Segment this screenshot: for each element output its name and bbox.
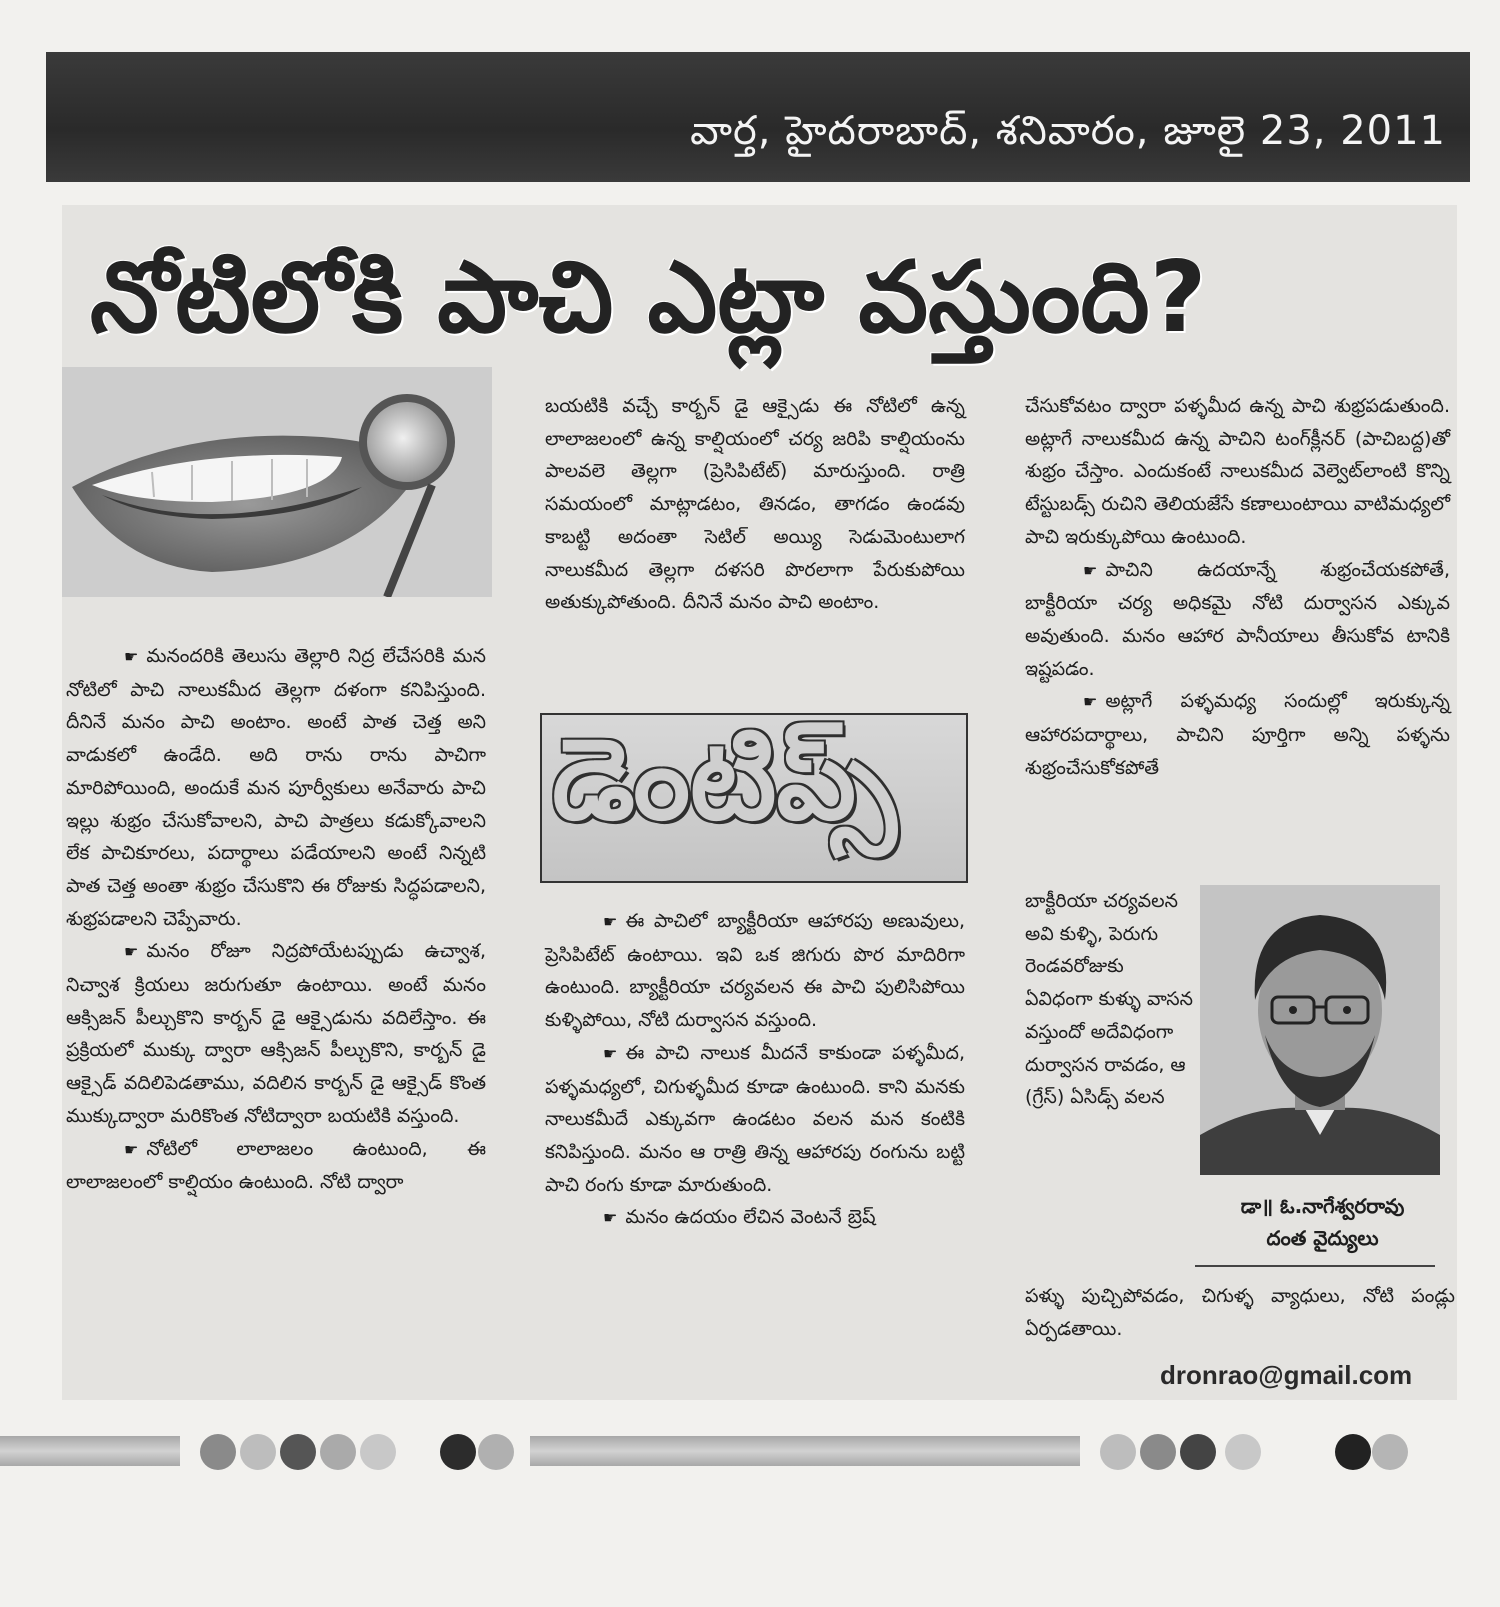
article-column-3-narrow: [1025, 885, 1195, 1114]
author-email: dronrao@gmail.com: [1160, 1360, 1413, 1390]
pointing-hand-icon: ☛: [603, 912, 618, 931]
pointing-hand-icon: ☛: [603, 1043, 618, 1063]
footer-dot: [240, 1434, 276, 1470]
paragraph-text: మనం ఉదయం లేచిన వెంటనే బ్రెష్: [625, 1206, 876, 1229]
footer-dot: [440, 1434, 476, 1470]
footer-dot: [1180, 1434, 1216, 1470]
footer-dot: [1225, 1434, 1261, 1470]
footer-dot: [1100, 1434, 1136, 1470]
masthead-bar: [46, 52, 1470, 182]
footer-dot: [478, 1434, 514, 1470]
dentips-logo-text: డెంటిప్స్: [552, 715, 897, 845]
headline: నోటిలోకి పాచి ఎట్లా వస్తుంది?: [90, 241, 1207, 355]
paragraph: [545, 905, 965, 1037]
footer-bar: [0, 1436, 180, 1466]
paragraph-text: ఈ పాచిలో బ్యాక్టీరియా ఆహారపు అణువులు, ప్రెసిపిటేట్ ఉంటాయి. ఇవి ఒక జిగురు పొర మాదిరిగా ఉంటుంది. బ్యాక్టీరియా చర్యవలన ఈ పాచి పులిసిపోయి కుళ్ళిపోయి, నోటి దుర్వాసన వస్తుంది.: [545, 910, 965, 1032]
paragraph: బాక్టీరియా చర్యవలన అవి కుళ్ళి, పెరుగు రెండవరోజుకు ఏవిధంగా కుళ్ళు వాసన వస్తుందో అదేవిధంగా దుర్వాసన రావడం, ఆ (గ్రేస్) ఏసిడ్స్ వలన: [1025, 890, 1193, 1109]
paragraph-text: పాచిని ఉదయాన్నే శుభ్రంచేయకపోతే, బాక్టీరియా చర్య అధికమై నోటి దుర్వాసన ఎక్కువ అవుతుంది. మనం ఆహార పానీయాలు తీసుకోవ టానికి ఇష్టపడం.: [1025, 558, 1450, 680]
page-edge-marks: [12, 150, 32, 1250]
footer-dot: [1372, 1434, 1408, 1470]
author-portrait: [1200, 885, 1440, 1175]
paragraph: [545, 1201, 965, 1235]
paragraph: [1025, 554, 1450, 686]
pointing-hand-icon: ☛: [1083, 692, 1098, 712]
paragraph: [545, 1037, 965, 1202]
footer-dot: [360, 1434, 396, 1470]
footer-dot: [1335, 1434, 1371, 1470]
author-title: దంత వైద్యులు: [1266, 1226, 1379, 1250]
paragraph: పళ్ళు పుచ్చిపోవడం, చిగుళ్ళ వ్యాధులు, నోటి పండ్లు ఏర్పడతాయి.: [1025, 1285, 1455, 1340]
byline-divider: [1195, 1265, 1435, 1267]
paragraph-text: మనం రోజూ నిద్రపోయేటప్పుడు ఉచ్వాశ, నిచ్వాశ క్రియలు జరుగుతూ ఉంటాయి. అంటే మనం ఆక్సిజన్ పీల్చుకొని కార్బన్ డై ఆక్సైడును వదిలేస్తాం. ఈ ప్రక్రియలో ముక్కు ద్వారా ఆక్సిజన్ పీల్చుకొని, కార్బన్ డై ఆక్సైడ్ వదిలిపెడతాము, వదిలిన కార్బన్ డై ఆక్సైడ్ కొంత ముక్కుద్వారా మరికొంత నోటిద్వారా బయటికి వస్తుంది.: [66, 940, 486, 1127]
footer-dot: [320, 1434, 356, 1470]
pointing-hand-icon: ☛: [603, 1208, 618, 1228]
footer-dot: [280, 1434, 316, 1470]
paragraph: బయటికి వచ్చే కార్బన్ డై ఆక్సైడు ఈ నోటిలో ఉన్న లాలాజలంలో ఉన్న కాల్షియంలో చర్య జరిపి కాల్షియంను పాలవలె తెల్లగా (ప్రెసిపిటేట్) మారుస్తుంది. రాత్రి సమయంలో మాట్లాడటం, తినడం, తాగడం ఉండవు కాబట్టి అదంతా సెటిల్ అయ్యి సెడుమెంటులాగ నాలుకమీద తెల్లగా దళసరి పొరలాగా పేరుకుపోయి అతుక్కుపోతుంది. దీనినే మనం పాచి అంటాం.: [545, 395, 965, 614]
paragraph: [66, 1133, 486, 1199]
footer-dot: [200, 1434, 236, 1470]
paragraph-text: మనందరికి తెలుసు తెల్లారి నిద్ర లేచేసరికి మన నోటిలో పాచి నాలుకమీద తెల్లగా దళంగా కనిపిస్తుంది. దీనినే మనం పాచి అంటాం. అంటే పాత చెత్త అని వాడుకలో ఉండేది. అది రాను రాను పాచిగా మారిపోయింది, అందుకే మన పూర్వీకులు అనేవారు పాచి ఇల్లు శుభ్రం చేసుకోవాలని, పాచి పాత్రలు కడుక్కోవాలని లేక పాచికూరలు, పదార్థాలు పడేయాలని అంటే నిన్నటి పాత చెత్త అంతా శుభ్రం చేసుకొని ఈ రోజుకు సిద్ధపడాలని, శుభ్రపడాలని చెప్పేవారు.: [66, 645, 486, 930]
pointing-hand-icon: ☛: [124, 942, 139, 962]
dateline: వార్త, హైదరాబాద్, శనివారం, జూలై 23, 2011: [690, 108, 1446, 154]
paragraph: [66, 640, 486, 935]
article-column-3-end: [1025, 1280, 1455, 1345]
smile-mirror-photo: [62, 367, 492, 597]
paragraph-text: అట్లాగే పళ్ళమధ్య సందుల్లో ఇరుక్కున్న ఆహారపదార్థాలు, పాచిని పూర్తిగా అన్ని పళ్ళను శుభ్రంచేసుకోకపోతే: [1025, 690, 1450, 779]
paragraph: [1025, 685, 1450, 784]
paragraph-text: ఈ పాచి నాలుక మీదనే కాకుండా పళ్ళమీద, పళ్ళమధ్యలో, చిగుళ్ళమీద కూడా ఉంటుంది. కాని మనకు నాలుకమీదే ఎక్కువగా ఉండటం వలన మన కంటికి కనిపిస్తుంది. మనం ఆ రాత్రి తిన్న ఆహారపు రంగును బట్టి పాచి రంగు కూడా మారుతుంది.: [545, 1041, 965, 1196]
paragraph: చేసుకోవటం ద్వారా పళ్ళమీద ఉన్న పాచి శుభ్రపడుతుంది. అట్లాగే నాలుకమీద ఉన్న పాచిని టంగ్‌క్లీనర్ (పాచిబద్ద)తో శుభ్రం చేస్తాం. ఎందుకంటే నాలుకమీద వెల్వెట్‌లాంటి కొన్ని టేస్టుబడ్స్ రుచిని తెలియజేసే కణాలుంటాయి వాటిమధ్యలో పాచి ఇరుక్కుపోయి ఉంటుంది.: [1025, 395, 1450, 548]
article-column-1: [66, 640, 486, 1199]
footer-dot: [1140, 1434, 1176, 1470]
article-column-2-continued: [545, 905, 965, 1235]
footer-bar: [530, 1436, 1080, 1466]
article-column-3: [1025, 390, 1450, 784]
paragraph: [66, 935, 486, 1132]
dentips-logo: [540, 713, 968, 883]
pointing-hand-icon: ☛: [124, 647, 139, 666]
pointing-hand-icon: ☛: [124, 1139, 139, 1159]
paragraph-text: నోటిలో లాలాజలం ఉంటుంది, ఈ లాలాజలంలో కాల్షియం ఉంటుంది. నోటి ద్వారా: [66, 1137, 486, 1194]
author-byline: [1205, 1190, 1440, 1254]
footer-decoration: [0, 1430, 1500, 1490]
pointing-hand-icon: ☛: [1083, 560, 1098, 580]
article-column-2: [545, 390, 965, 619]
author-name: డా॥ ఓ.నాగేశ్వరరావు: [1240, 1194, 1405, 1218]
